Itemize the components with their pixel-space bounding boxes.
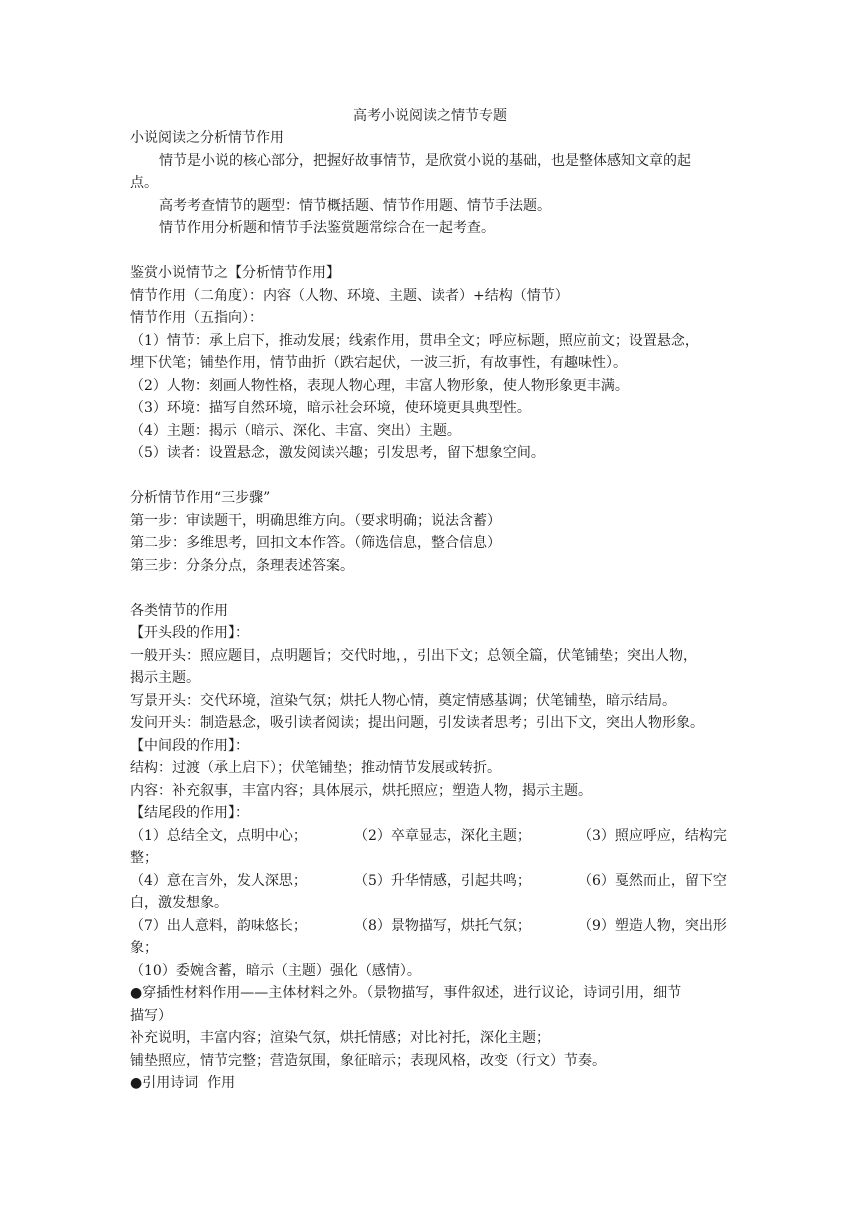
subsection-heading: 【开头段的作用】： [130, 625, 249, 641]
ending-item: （8）景物描写，烘托气氛； [354, 917, 531, 934]
ending-item: （4）意在言外，发人深思； [130, 872, 307, 889]
list-item: （5）读者：设置悬念，激发阅读兴趣；引发思考，留下想象空间。 [130, 445, 545, 461]
blank-line [130, 577, 732, 600]
text-line: 情节作用（二角度）：内容（人物、环境、主题、读者）+结构（情节） [130, 287, 569, 304]
subsection-heading: 【中间段的作用】： [130, 737, 249, 754]
ending-item-continuation: 白，激发想象。 [130, 895, 228, 911]
list-item: （3）环境：描写自然环境，暗示社会环境，使环境更具典型性。 [130, 400, 531, 416]
subsection-heading: 【结尾段的作用】： [130, 805, 249, 821]
ending-item: （9）塑造人物，突出形 [578, 917, 727, 934]
text-line: 情节作用（五指向）： [130, 310, 263, 326]
section-heading: 分析情节作用“三步骤” [130, 490, 271, 506]
section-heading: 各类情节的作用 [130, 602, 228, 619]
page-title: 高考小说阅读之情节专题 [353, 108, 507, 124]
ending-item-continuation: 象； [130, 940, 158, 956]
ending-row [130, 915, 732, 938]
step-line: 第二步：多维思考，回扣文本作答。（筛选信息，整合信息） [130, 535, 501, 551]
text-line: 发问开头：制造悬念，吸引读者阅读；提出问题，引发读者思考；引出下文，突出人物形象。 [130, 715, 704, 731]
text-line: 补充说明，丰富内容；渲染气氛，烘托情感；对比衬托，深化主题； [130, 1030, 550, 1046]
paragraph-line: 点。 [130, 175, 158, 191]
ending-item: （2）卒章显志，深化主题； [354, 827, 531, 844]
blank-line [130, 240, 732, 263]
text-line: 描写） [130, 1007, 172, 1024]
section-heading: 鉴赏小说情节之【分析情节作用】 [130, 265, 340, 281]
document-body [130, 127, 732, 1095]
step-line: 第一步：审读题干，明确思维方向。（要求明确；说法含蓄） [130, 512, 501, 529]
paragraph-line: 高考考查情节的题型：情节概括题、情节作用题、情节手法题。 [159, 197, 551, 214]
text-line: 铺垫照应，情节完整；营造氛围，象征暗示；表现风格，改变（行文）节奏。 [130, 1052, 606, 1069]
ending-item: （3）照应呼应，结构完 [578, 827, 727, 844]
step-line: 第三步：分条分点，条理表述答案。 [130, 557, 354, 574]
paragraph-line: 情节是小说的核心部分，把握好故事情节，是欣赏小说的基础，也是整体感知文章的起 [159, 152, 691, 169]
text-line: 写景开头：交代环境，渲染气氛；烘托人物心情，奠定情感基调；伏笔铺垫，暗示结局。 [130, 692, 676, 709]
ending-item-continuation: 整； [130, 850, 158, 866]
list-item: 埋下伏笔；铺垫作用，情节曲折（跌宕起伏，一波三折，有故事性，有趣味性）。 [130, 355, 627, 371]
bullet-line: ●穿插性材料作用——主体材料之外。（景物描写，事件叙述，进行议论，诗词引用，细节 [130, 985, 682, 1001]
paragraph-line: 情节作用分析题和情节手法鉴赏题常综合在一起考查。 [159, 220, 495, 236]
ending-item: （5）升华情感，引起共鸣； [354, 872, 531, 889]
ending-row [130, 825, 732, 848]
text-line: 结构：过渡（承上启下）；伏笔铺垫；推动情节发展或转折。 [130, 760, 501, 776]
ending-item: （1）总结全文，点明中心； [130, 827, 307, 844]
text-line: 一般开头：照应题目，点明题旨；交代时地，，引出下文；总领全篇，伏笔铺垫；突出人物， [130, 647, 697, 664]
section-heading: 小说阅读之分析情节作用 [130, 130, 284, 146]
ending-row [130, 870, 732, 893]
ending-item: （10）委婉含蓄，暗示（主题）强化（感情）。 [130, 962, 421, 979]
text-line: 揭示主题。 [130, 670, 200, 686]
list-item: （2）人物：刻画人物性格，表现人物心理，丰富人物形象，使人物形象更丰满。 [130, 377, 629, 394]
text-line: 内容：补充叙事，丰富内容；具体展示，烘托照应；塑造人物，揭示主题。 [130, 782, 592, 799]
bullet-line: ●引用诗词 作用 [130, 1075, 236, 1091]
list-item: （1）情节：承上启下，推动发展；线索作用，贯串全文；呼应标题，照应前文；设置悬念， [130, 332, 699, 349]
ending-item: （6）戛然而止，留下空 [578, 872, 727, 889]
list-item: （4）主题：揭示（暗示、深化、丰富、突出）主题。 [130, 422, 461, 439]
ending-item: （7）出人意料，韵味悠长； [130, 917, 307, 934]
blank-line [130, 465, 732, 488]
